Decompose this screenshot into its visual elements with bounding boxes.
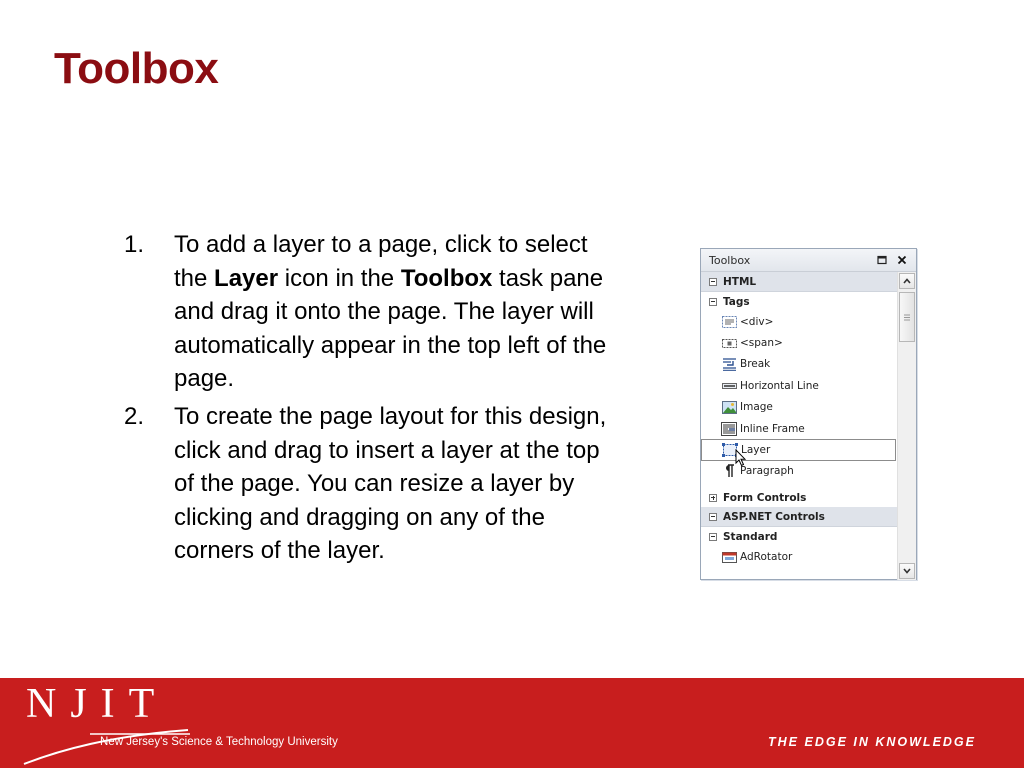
collapse-icon[interactable] — [709, 278, 717, 286]
toolbox-item-break[interactable] — [701, 354, 897, 375]
group-standard[interactable] — [701, 527, 897, 546]
break-icon — [721, 357, 737, 371]
item-label: Break — [740, 358, 771, 371]
list-item-text — [174, 228, 614, 396]
inline-frame-icon — [721, 422, 737, 436]
item-label: AdRotator — [740, 550, 793, 563]
tagline: THE EDGE IN KNOWLEDGE — [768, 735, 976, 749]
image-icon — [721, 400, 737, 414]
toolbox-item-image[interactable] — [701, 397, 897, 418]
item-label: <span> — [740, 337, 783, 350]
item-label: Image — [740, 401, 773, 414]
expand-icon[interactable] — [709, 494, 717, 502]
group-tags[interactable] — [701, 292, 897, 311]
toolbox-list — [701, 272, 897, 580]
step-text-segment: task pane and drag it onto the page. The layer will automatically appear in the top left of the page. — [174, 264, 607, 393]
njit-logo: NJIT — [26, 681, 169, 727]
group-label: Standard — [723, 530, 778, 543]
category-label: ASP.NET Controls — [723, 510, 825, 523]
step-text-segment: icon in the — [278, 264, 401, 292]
collapse-icon[interactable] — [709, 298, 717, 306]
category-form-controls[interactable] — [701, 488, 897, 507]
item-label: <div> — [740, 315, 774, 328]
toolbox-item-span[interactable] — [701, 332, 897, 353]
category-aspnet-controls[interactable] — [701, 507, 897, 527]
scroll-down-button[interactable] — [899, 563, 915, 579]
chevron-up-icon — [903, 278, 911, 284]
restore-window-icon[interactable] — [874, 252, 890, 268]
slide-title: Toolbox — [54, 44, 219, 93]
item-label: Layer — [741, 444, 771, 457]
item-label: Paragraph — [740, 465, 794, 478]
step-text-bold-toolbox: Toolbox — [400, 264, 493, 292]
toolbox-pane — [700, 248, 917, 580]
item-label: Horizontal Line — [740, 379, 819, 392]
span-icon — [721, 336, 737, 350]
footer-banner — [0, 678, 1024, 768]
paragraph-icon — [721, 464, 737, 478]
div-icon — [721, 315, 737, 329]
toolbox-item-layer[interactable] — [701, 439, 896, 460]
vertical-scrollbar[interactable] — [897, 272, 916, 580]
toolbox-body — [701, 272, 916, 580]
list-item-number: 1. — [124, 231, 145, 258]
scroll-up-button[interactable] — [899, 273, 915, 289]
toolbox-item-horizontal-line[interactable] — [701, 375, 897, 396]
toolbox-item-inline-frame[interactable] — [701, 418, 897, 439]
toolbox-item-adrotator[interactable] — [701, 546, 897, 567]
collapse-icon[interactable] — [709, 513, 717, 521]
group-label: Tags — [723, 295, 750, 308]
collapse-icon[interactable] — [709, 533, 717, 541]
list-item — [124, 400, 614, 568]
list-item — [124, 228, 614, 396]
chevron-down-icon — [903, 568, 911, 574]
grip-icon — [903, 314, 911, 321]
scrollbar-thumb[interactable] — [899, 292, 915, 342]
toolbox-titlebar — [701, 249, 916, 272]
step-text-bold-layer: Layer — [214, 264, 279, 292]
close-icon[interactable] — [894, 252, 910, 268]
category-html[interactable] — [701, 272, 897, 292]
list-item-text: To create the page layout for this design, click and drag to insert a layer at the top of the page. You can resize a layer by clicking and dragging on any of the corners of the layer. — [174, 402, 607, 565]
instruction-list — [124, 228, 614, 568]
category-label: HTML — [723, 275, 757, 288]
item-label: Inline Frame — [740, 422, 805, 435]
adrotator-icon — [721, 550, 737, 564]
toolbox-title: Toolbox — [709, 253, 751, 267]
horizontal-line-icon — [721, 379, 737, 393]
toolbox-item-paragraph[interactable] — [701, 461, 897, 482]
step-text-segment: To add a layer to a page, click to select the — [174, 231, 588, 292]
list-item-number: 2. — [124, 402, 145, 430]
category-label: Form Controls — [723, 491, 807, 504]
toolbox-item-div[interactable] — [701, 311, 897, 332]
university-subtitle: New Jersey's Science & Technology University — [100, 736, 338, 748]
